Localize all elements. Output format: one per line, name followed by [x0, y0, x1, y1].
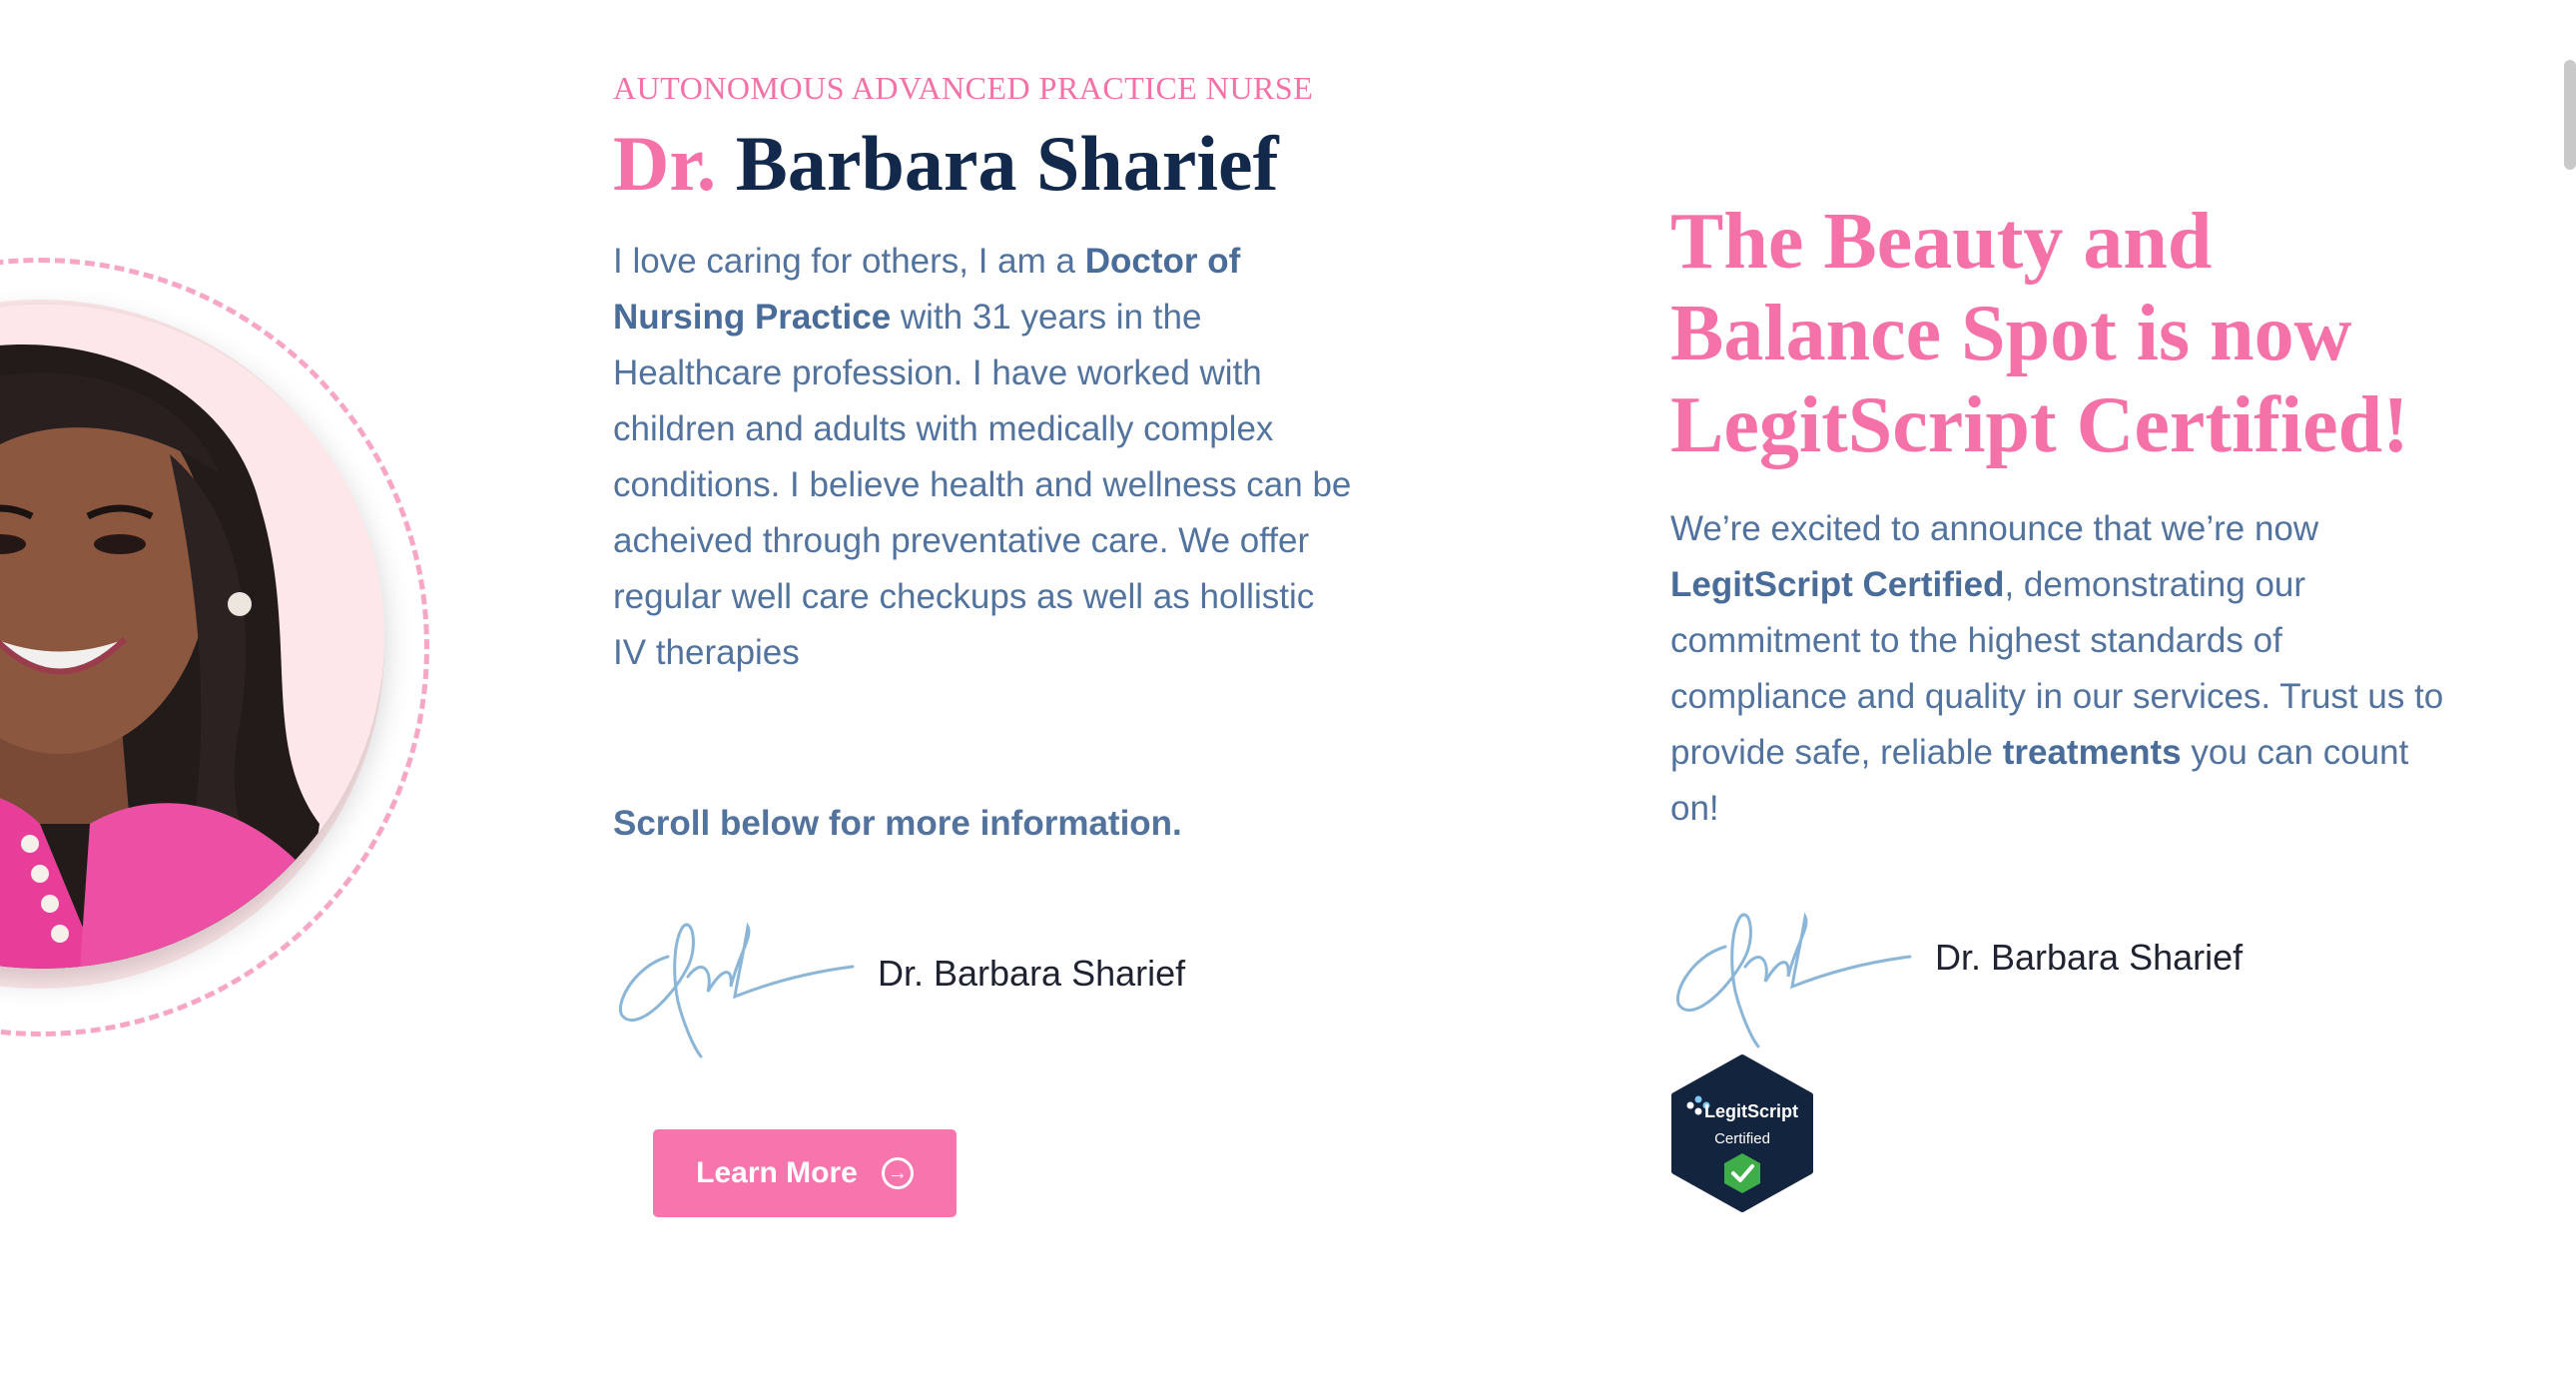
bio-highlight: Doctor of Nursing Practice: [613, 242, 1241, 337]
signature-icon: [1670, 887, 1920, 1051]
announcement-title: The Beauty and Balance Spot is now LegitScript Certified!: [1670, 198, 2409, 469]
learn-more-button[interactable]: [653, 1129, 957, 1217]
announcement-text-2: , demonstrating our commitment to the highest standards of compliance and quality in our services. Trust us to provide safe, reliable: [1670, 565, 2444, 772]
announcement-signature-name: Dr. Barbara Sharief: [1935, 937, 2244, 978]
arrow-right-circle-icon: →: [882, 1157, 914, 1189]
announcement-text-1: We’re excited to announce that we’re now: [1670, 509, 2319, 548]
intro-title-name: Barbara Sharief: [735, 120, 1279, 207]
bio-text-1: I love caring for others, I am a: [613, 242, 1085, 281]
scrollbar[interactable]: [2564, 60, 2576, 170]
legitscript-badge[interactable]: [1670, 1053, 1815, 1218]
intro-section: [613, 66, 1352, 1061]
intro-signature: [613, 897, 1352, 1061]
announcement-bold-1: LegitScript Certified: [1670, 565, 2005, 604]
legitscript-badge-status: Certified: [1714, 1130, 1770, 1147]
intro-signature-name: Dr. Barbara Sharief: [878, 953, 1186, 994]
announcement-bold-2: treatments: [2002, 733, 2182, 772]
learn-more-label: Learn More: [696, 1156, 858, 1189]
intro-eyebrow: AUTONOMOUS ADVANCED PRACTICE NURSE: [613, 70, 1314, 106]
announcement-section: [1670, 196, 2449, 1056]
intro-bio: [613, 234, 1352, 681]
legitscript-badge-brand: LegitScript: [1704, 1101, 1799, 1121]
announcement-text-3: you can count on!: [1670, 733, 2409, 828]
intro-title-prefix: Dr.: [613, 120, 717, 207]
announcement-signature: [1670, 887, 2449, 1056]
bio-text-2: with 31 years in the Healthcare profession. I have worked with children and adults with medically complex conditions. I believe health and wellness can be acheived through preventative care. We offer regular well care checkups as well as hollistic IV therapies: [613, 298, 1352, 672]
signature-icon: [613, 897, 863, 1061]
intro-title: [613, 114, 1352, 214]
scroll-note: Scroll below for more information.: [613, 804, 1182, 843]
announcement-body: [1670, 501, 2449, 837]
